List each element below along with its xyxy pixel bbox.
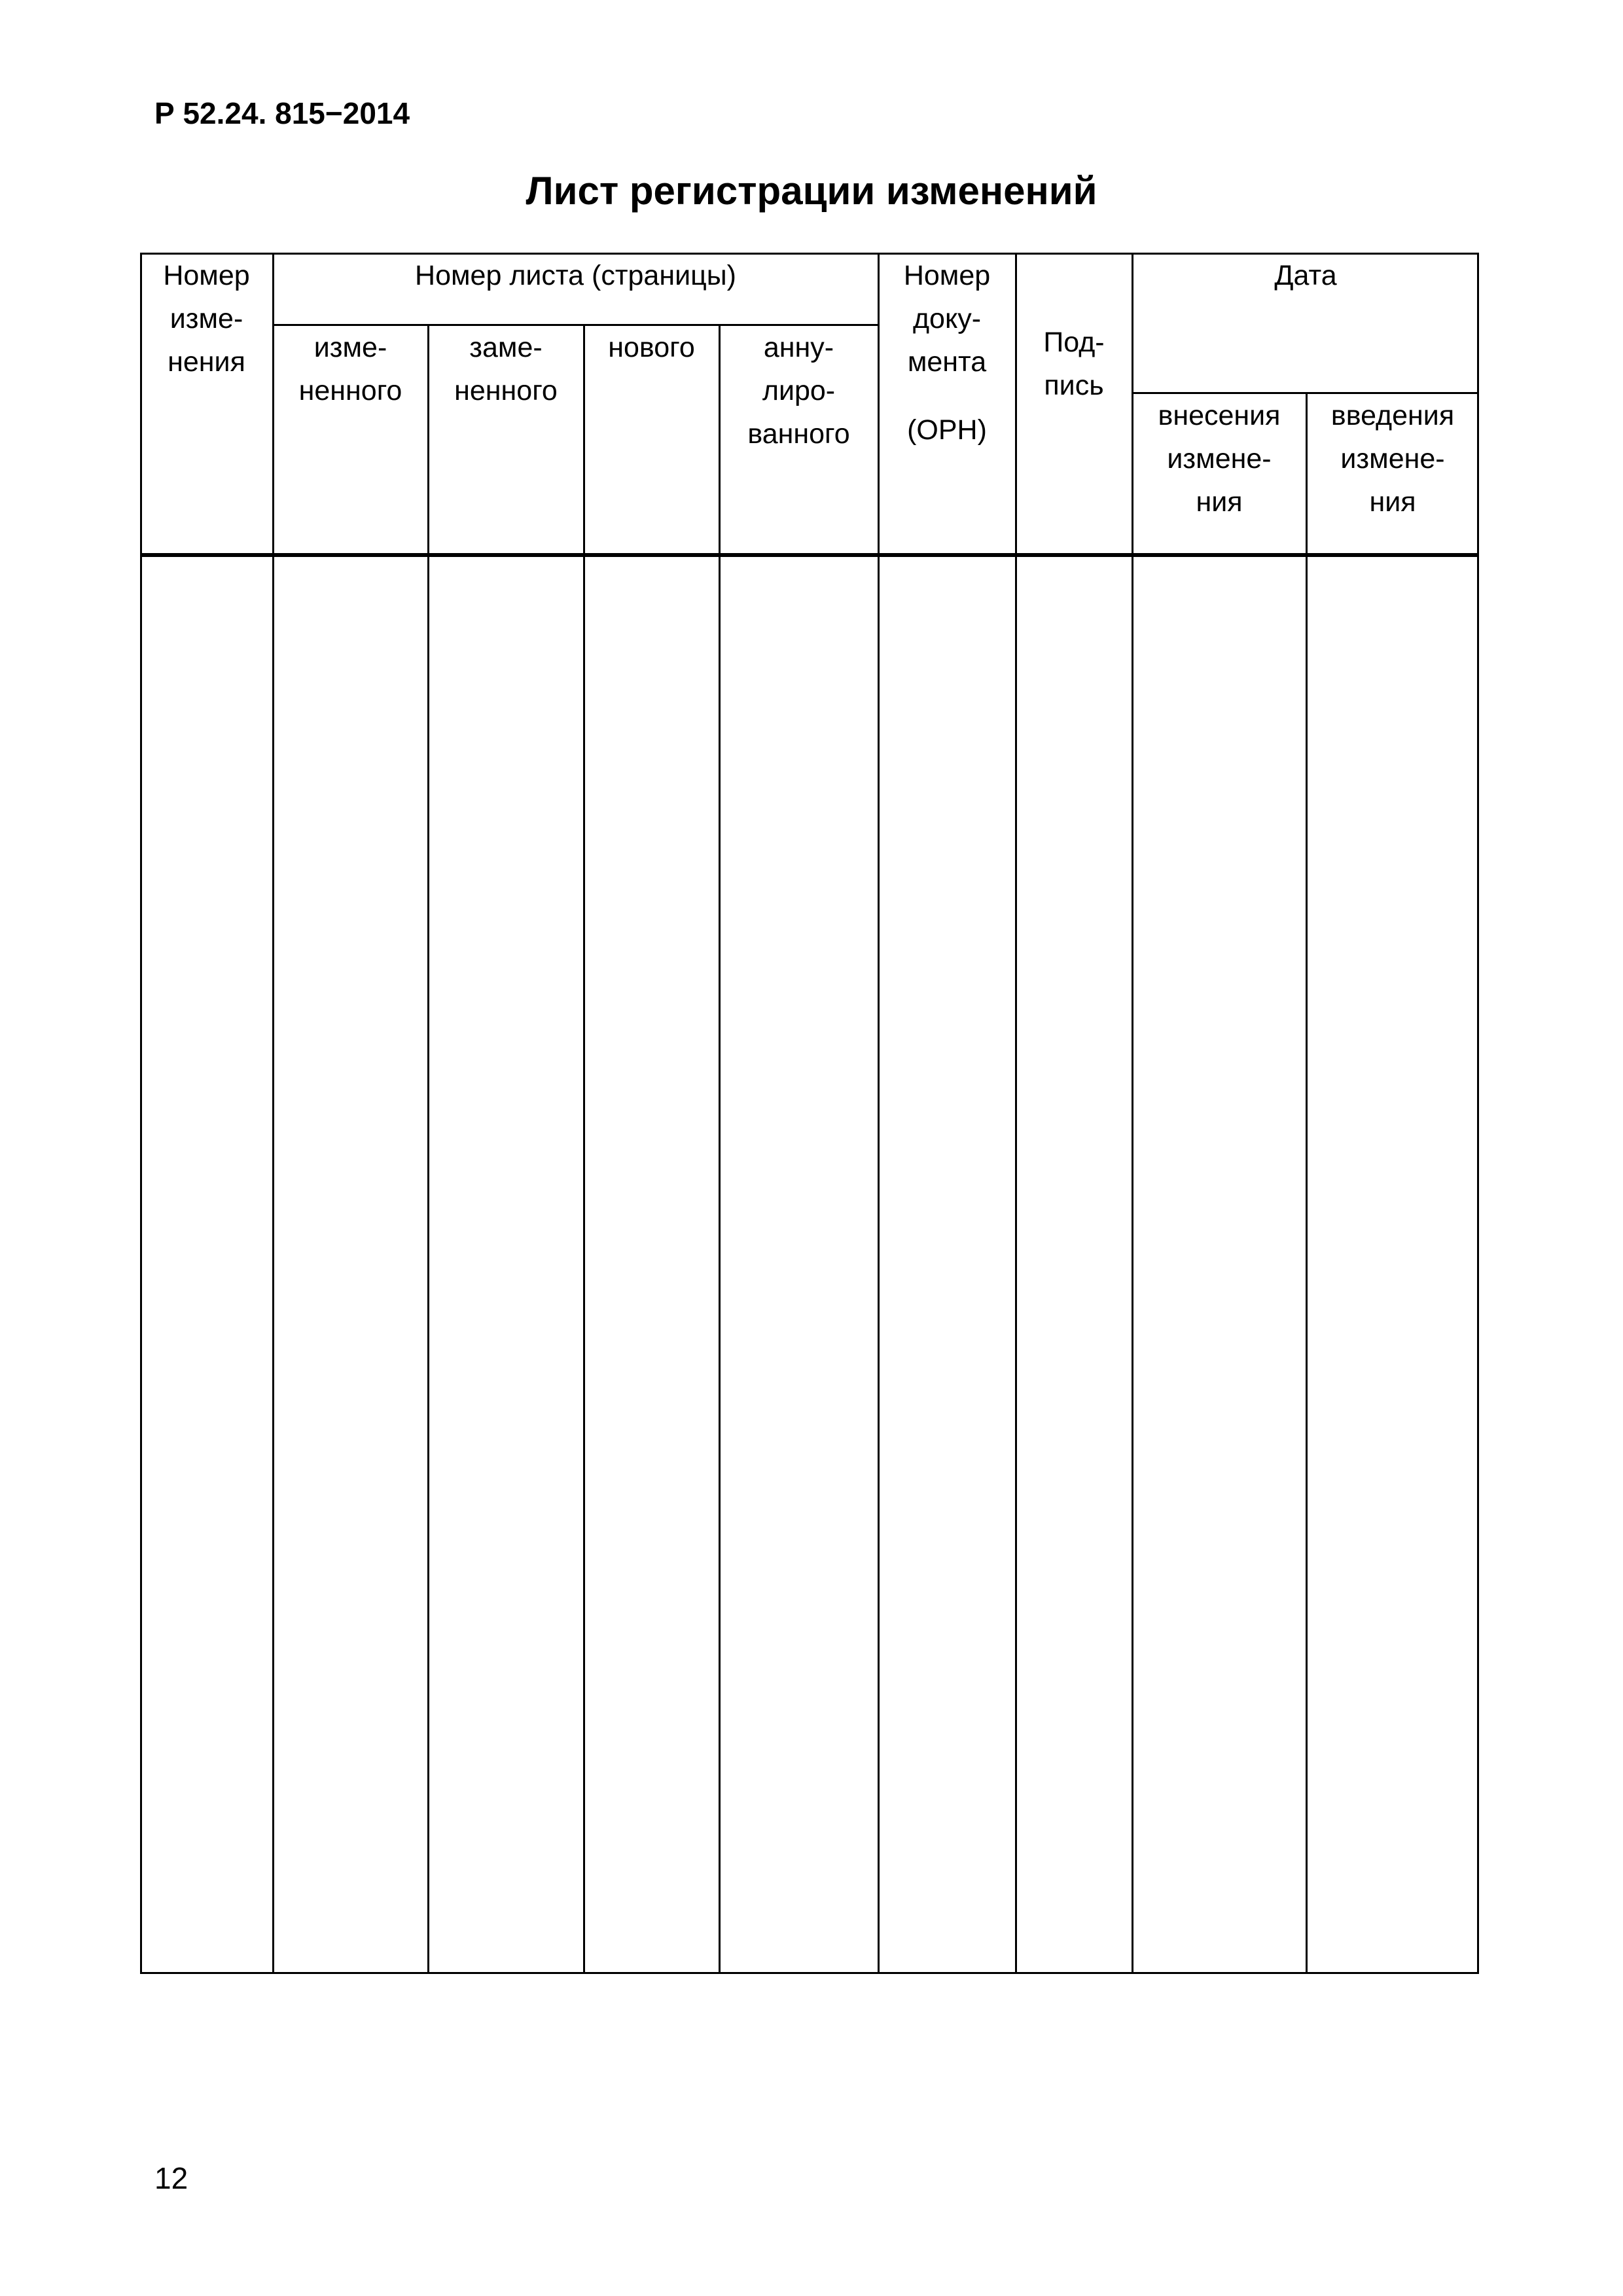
column-divider — [1015, 253, 1017, 1974]
body-cell-signature — [1016, 558, 1132, 1974]
header-date-introduced: введения измене- ния — [1330, 400, 1455, 518]
header-document-number-note: (ОРН) — [907, 414, 987, 446]
column-divider — [1132, 253, 1133, 1974]
header-sheet-number-group: Номер листа (страницы) — [415, 260, 736, 291]
header-body-separator — [140, 553, 1479, 557]
document-code: Р 52.24. 815−2014 — [154, 96, 410, 130]
header-document-number: Номер доку- мента — [903, 260, 991, 378]
header-annulled: анну- лиро- ванного — [747, 332, 850, 450]
body-cell-new — [584, 558, 719, 1974]
body-cell-document-number — [878, 558, 1016, 1974]
table-bottom-border — [140, 1972, 1479, 1974]
column-divider — [719, 324, 721, 1974]
header-changed: изме- ненного — [298, 332, 402, 406]
body-cell-replaced — [428, 558, 584, 1974]
column-divider — [1306, 392, 1308, 1974]
body-cell-date-entered — [1132, 558, 1306, 1974]
body-cell-change-number — [140, 558, 273, 1974]
sheet-subheader-rule — [273, 324, 878, 326]
column-divider — [583, 324, 585, 1974]
page-title: Лист регистрации изменений — [526, 169, 1097, 213]
body-cell-date-introduced — [1306, 558, 1479, 1974]
header-new: нового — [608, 332, 695, 363]
page-number: 12 — [154, 2161, 188, 2195]
header-replaced: заме- ненного — [454, 332, 558, 406]
header-date-entered: внесения измене- ния — [1158, 400, 1281, 518]
column-divider — [427, 324, 429, 1974]
header-change-number: Номер изме- нения — [163, 260, 250, 378]
body-cell-annulled — [719, 558, 878, 1974]
table-left-border — [140, 253, 142, 1974]
table-top-border — [140, 253, 1479, 255]
header-signature: Под- пись — [1043, 327, 1105, 401]
body-cell-changed — [273, 558, 428, 1974]
header-date-group: Дата — [1274, 260, 1337, 291]
table-right-border — [1477, 253, 1479, 1974]
change-registration-table — [140, 253, 1479, 1974]
column-divider — [878, 253, 880, 1974]
column-divider — [272, 253, 274, 1974]
